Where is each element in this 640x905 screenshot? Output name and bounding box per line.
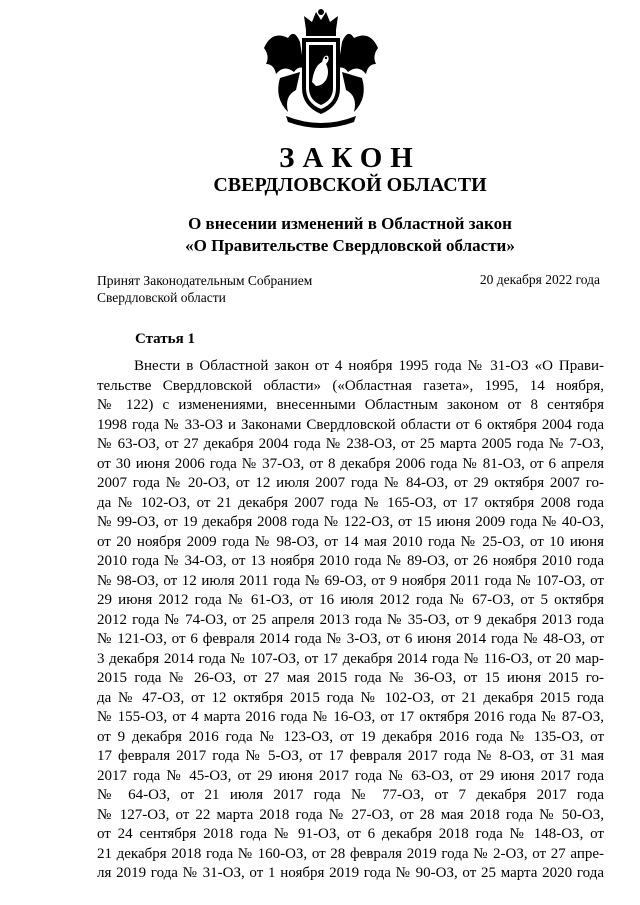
body-line: да № 47-ОЗ, от 12 октября 2015 года № 102-ОЗ, от 21 декабря 2015 года — [97, 689, 604, 706]
adopted-by-line-1: Принят Законодательным Собранием — [97, 273, 313, 288]
document-subtitle: СВЕРДЛОВСКОЙ ОБЛАСТИ — [213, 174, 487, 196]
body-line: ля 2019 года № 31-ОЗ, от 1 ноября 2019 года № 90-ОЗ, от 25 марта 2020 года — [97, 865, 604, 881]
body-line: № 99-ОЗ, от 19 декабря 2008 года № 122-ОЗ, от 15 июня 2009 года № 40-ОЗ, — [97, 514, 604, 530]
law-heading-line-2: «О Правительстве Свердловской области» — [185, 236, 515, 255]
body-line: № 98-ОЗ, от 12 июля 2011 года № 69-ОЗ, от 9 ноября 2011 года № 107-ОЗ, от — [97, 572, 604, 589]
document-title: ЗАКОН — [279, 142, 421, 174]
body-line: № 122) с изменениями, внесенными Областным законом от 8 сентября — [97, 397, 604, 413]
article-title: Статья 1 — [135, 331, 195, 347]
body-line: 3 декабря 2014 года № 107-ОЗ, от 17 декабря 2014 года № 116-ОЗ, от 20 мар- — [97, 650, 604, 667]
body-line: 2010 года № 34-ОЗ, от 13 ноября 2010 года № 89-ОЗ, от 26 ноября 2010 года — [97, 553, 604, 569]
article-body — [97, 357, 604, 884]
law-heading-line-1: О внесении изменений в Областной закон — [188, 214, 512, 233]
body-line: № 127-ОЗ, от 22 марта 2018 года № 27-ОЗ, от 28 мая 2018 года № 50-ОЗ, — [97, 806, 604, 823]
body-line: 21 декабря 2018 года № 160-ОЗ, от 28 февраля 2019 года № 2-ОЗ, от 27 апре- — [97, 845, 604, 862]
body-line: 2017 года № 45-ОЗ, от 29 июня 2017 года № 63-ОЗ, от 29 июня 2017 года — [97, 767, 604, 784]
coat-of-arms-icon — [254, 8, 388, 134]
body-line: 2015 года № 26-ОЗ, от 27 мая 2015 года № 36-ОЗ, от 15 июня 2015 го- — [97, 670, 604, 686]
body-line: 29 июня 2012 года № 61-ОЗ, от 16 июля 2012 года № 67-ОЗ, от 5 октября — [97, 592, 604, 608]
body-line: № 63-ОЗ, от 27 декабря 2004 года № 238-ОЗ, от 25 марта 2005 года № 7-ОЗ, — [97, 436, 604, 452]
body-line: от 20 ноября 2009 года № 98-ОЗ, от 14 мая 2010 года № 25-ОЗ, от 10 июня — [97, 533, 604, 550]
body-line: от 30 июня 2006 года № 37-ОЗ, от 8 декабря 2006 года № 81-ОЗ, от 6 апреля — [97, 455, 604, 472]
body-line: 1998 года № 33-ОЗ и Законами Свердловской области от 6 октября 2004 года — [97, 416, 604, 433]
body-line: от 24 сентября 2018 года № 91-ОЗ, от 6 декабря 2018 года № 148-ОЗ, от — [97, 826, 604, 842]
body-line: 2007 года № 20-ОЗ, от 12 июля 2007 года № 84-ОЗ, от 29 октября 2007 го- — [97, 475, 604, 491]
body-line: да № 102-ОЗ, от 21 декабря 2007 года № 165-ОЗ, от 17 октября 2008 года — [97, 494, 604, 511]
body-line: № 155-ОЗ, от 4 марта 2016 года № 16-ОЗ, от 17 октября 2016 года № 87-ОЗ, — [97, 709, 604, 725]
body-line: от 9 декабря 2016 года № 123-ОЗ, от 19 декабря 2016 года № 135-ОЗ, от — [97, 728, 604, 745]
adopted-by-line-2: Свердловской области — [97, 290, 226, 305]
body-line: Внести в Областной закон от 4 ноября 1995 года № 31-ОЗ «О Прави- — [134, 358, 604, 374]
adopted-by — [97, 272, 312, 306]
body-line: тельстве Свердловской области» («Областная газета», 1995, 14 ноября, — [97, 377, 604, 394]
body-line: № 121-ОЗ, от 6 февраля 2014 года № 3-ОЗ, от 6 июня 2014 года № 48-ОЗ, от — [97, 631, 604, 647]
adopted-date: 20 декабря 2022 года — [479, 272, 600, 287]
body-line: 2012 года № 74-ОЗ, от 25 апреля 2013 года № 35-ОЗ, от 9 декабря 2013 года — [97, 611, 604, 628]
body-line: 17 февраля 2017 года № 5-ОЗ, от 17 февраля 2017 года № 8-ОЗ, от 31 мая — [97, 748, 604, 764]
body-line: № 64-ОЗ, от 21 июля 2017 года № 77-ОЗ, от 7 декабря 2017 года — [97, 787, 604, 803]
